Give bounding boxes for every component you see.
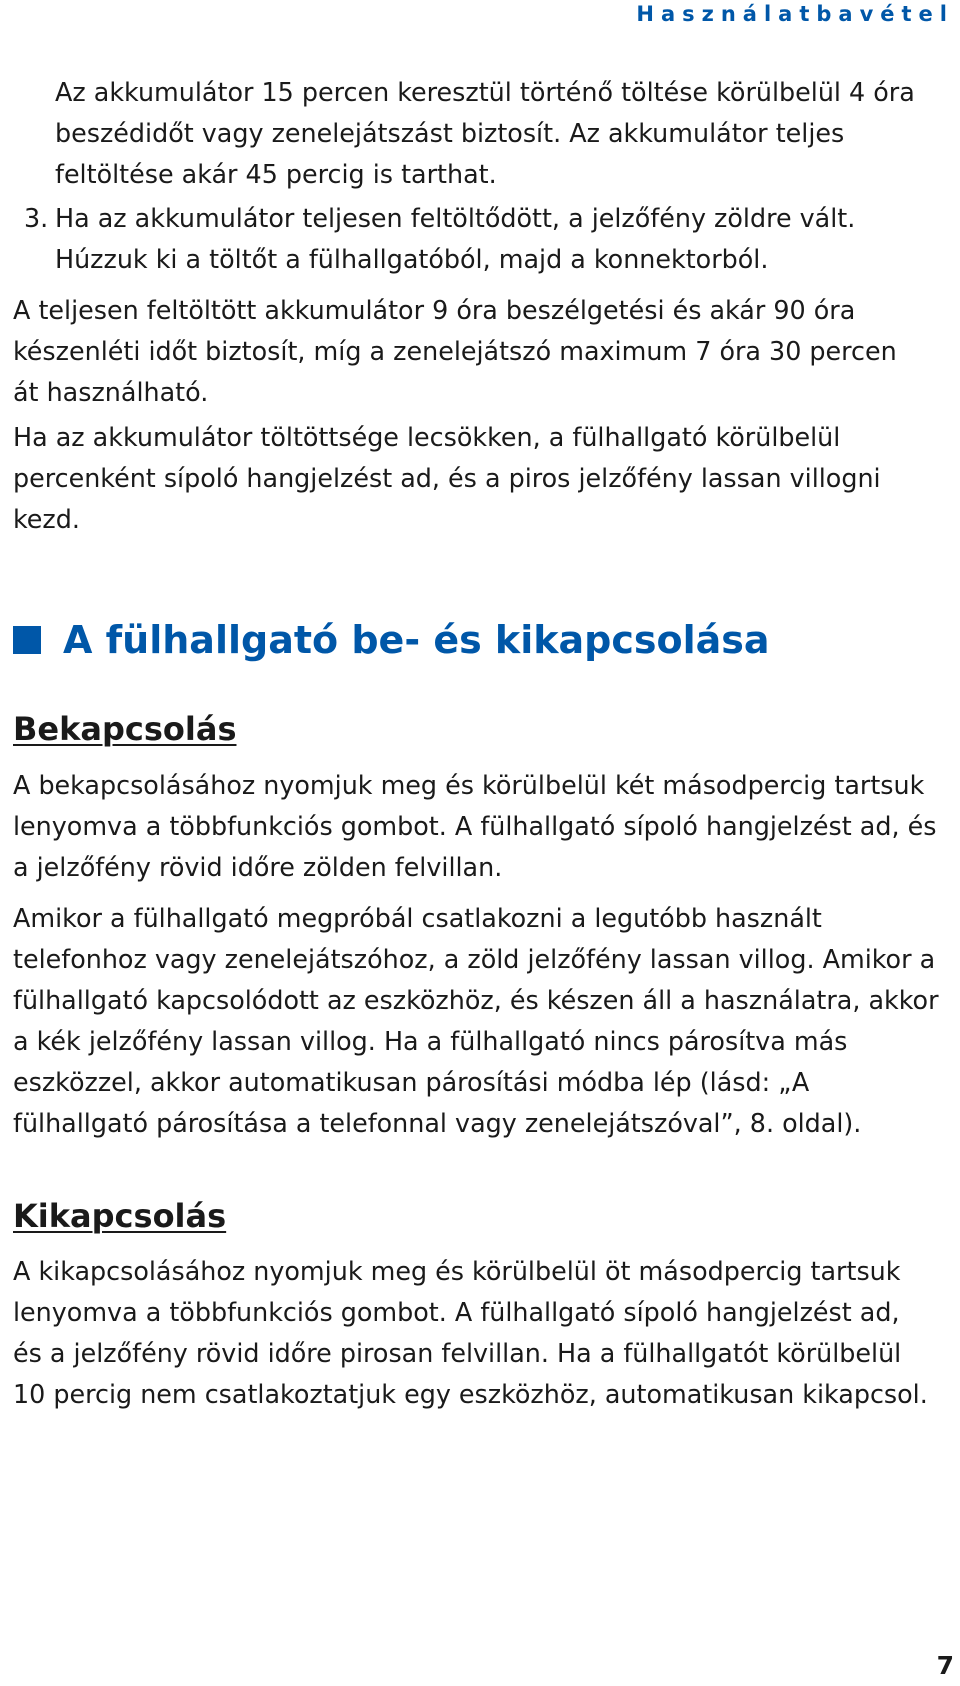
section-title-text: A fülhallgató be- és kikapcsolása	[63, 618, 770, 662]
paragraph-power-off	[13, 1251, 948, 1415]
text-line: és a jelzőfény rövid időre pirosan felvillan. Ha a fülhallgatót körülbelül	[13, 1338, 902, 1368]
section-square-icon	[13, 626, 41, 654]
text-line: lenyomva a többfunkciós gombot. A fülhallgató sípoló hangjelzést ad,	[13, 1297, 900, 1327]
text-line: A teljesen feltöltött akkumulátor 9 óra beszélgetési és akár 90 óra	[13, 295, 856, 325]
text-line: a jelzőfény rövid időre zölden felvillan.	[13, 852, 503, 882]
heading-power-off: Kikapcsolás	[13, 1197, 227, 1235]
text-line: Az akkumulátor 15 percen keresztül történő töltése körülbelül 4 óra	[55, 77, 915, 107]
text-line: át használható.	[13, 377, 209, 407]
paragraph-low-battery	[13, 417, 948, 540]
text-line: Ha az akkumulátor töltöttsége lecsökken, a fülhallgató körülbelül	[13, 422, 841, 452]
text-line: lenyomva a többfunkciós gombot. A fülhallgató sípoló hangjelzést ad, és	[13, 811, 937, 841]
text-line: telefonhoz vagy zenelejátszóhoz, a zöld jelzőfény lassan villog. Amikor a	[13, 944, 936, 974]
heading-power-on: Bekapcsolás	[13, 710, 237, 748]
paragraph-power-on	[13, 765, 948, 888]
text-line: fülhallgató kapcsolódott az eszközhöz, és készen áll a használatra, akkor	[13, 985, 939, 1015]
text-line: feltöltése akár 45 percig is tarthat.	[55, 159, 497, 189]
text-line: A bekapcsolásához nyomjuk meg és körülbelül két másodpercig tartsuk	[13, 770, 925, 800]
text-line: fülhallgató párosítása a telefonnal vagy zenelejátszóval”, 8. oldal).	[13, 1108, 862, 1138]
step-number: 3.	[24, 203, 49, 233]
paragraph-charging-time	[55, 72, 960, 195]
text-line: A kikapcsolásához nyomjuk meg és körülbelül öt másodpercig tartsuk	[13, 1256, 901, 1286]
text-line: Húzzuk ki a töltőt a fülhallgatóból, majd a konnektorból.	[55, 244, 769, 274]
text-line: beszédidőt vagy zenelejátszást biztosít. Az akkumulátor teljes	[55, 118, 845, 148]
section-title	[13, 618, 770, 662]
text-line: a kék jelzőfény lassan villog. Ha a fülhallgató nincs párosítva más	[13, 1026, 848, 1056]
running-header: Használatbavétel	[636, 2, 954, 26]
text-line: percenként sípoló hangjelzést ad, és a piros jelzőfény lassan villogni	[13, 463, 881, 493]
paragraph-full-charge	[13, 290, 948, 413]
step-3	[24, 198, 959, 280]
text-line: Ha az akkumulátor teljesen feltöltődött, a jelzőfény zöldre vált.	[55, 203, 856, 233]
paragraph-connection	[13, 898, 948, 1144]
text-line: eszközzel, akkor automatikusan párosítási módba lép (lásd: „A	[13, 1067, 810, 1097]
text-line: készenléti időt biztosít, míg a zenelejátszó maximum 7 óra 30 percen	[13, 336, 897, 366]
text-line: 10 percig nem csatlakoztatjuk egy eszközhöz, automatikusan kikapcsol.	[13, 1379, 928, 1409]
page-number: 7	[936, 1651, 954, 1680]
text-line: Amikor a fülhallgató megpróbál csatlakozni a legutóbb használt	[13, 903, 822, 933]
text-line: kezd.	[13, 504, 80, 534]
